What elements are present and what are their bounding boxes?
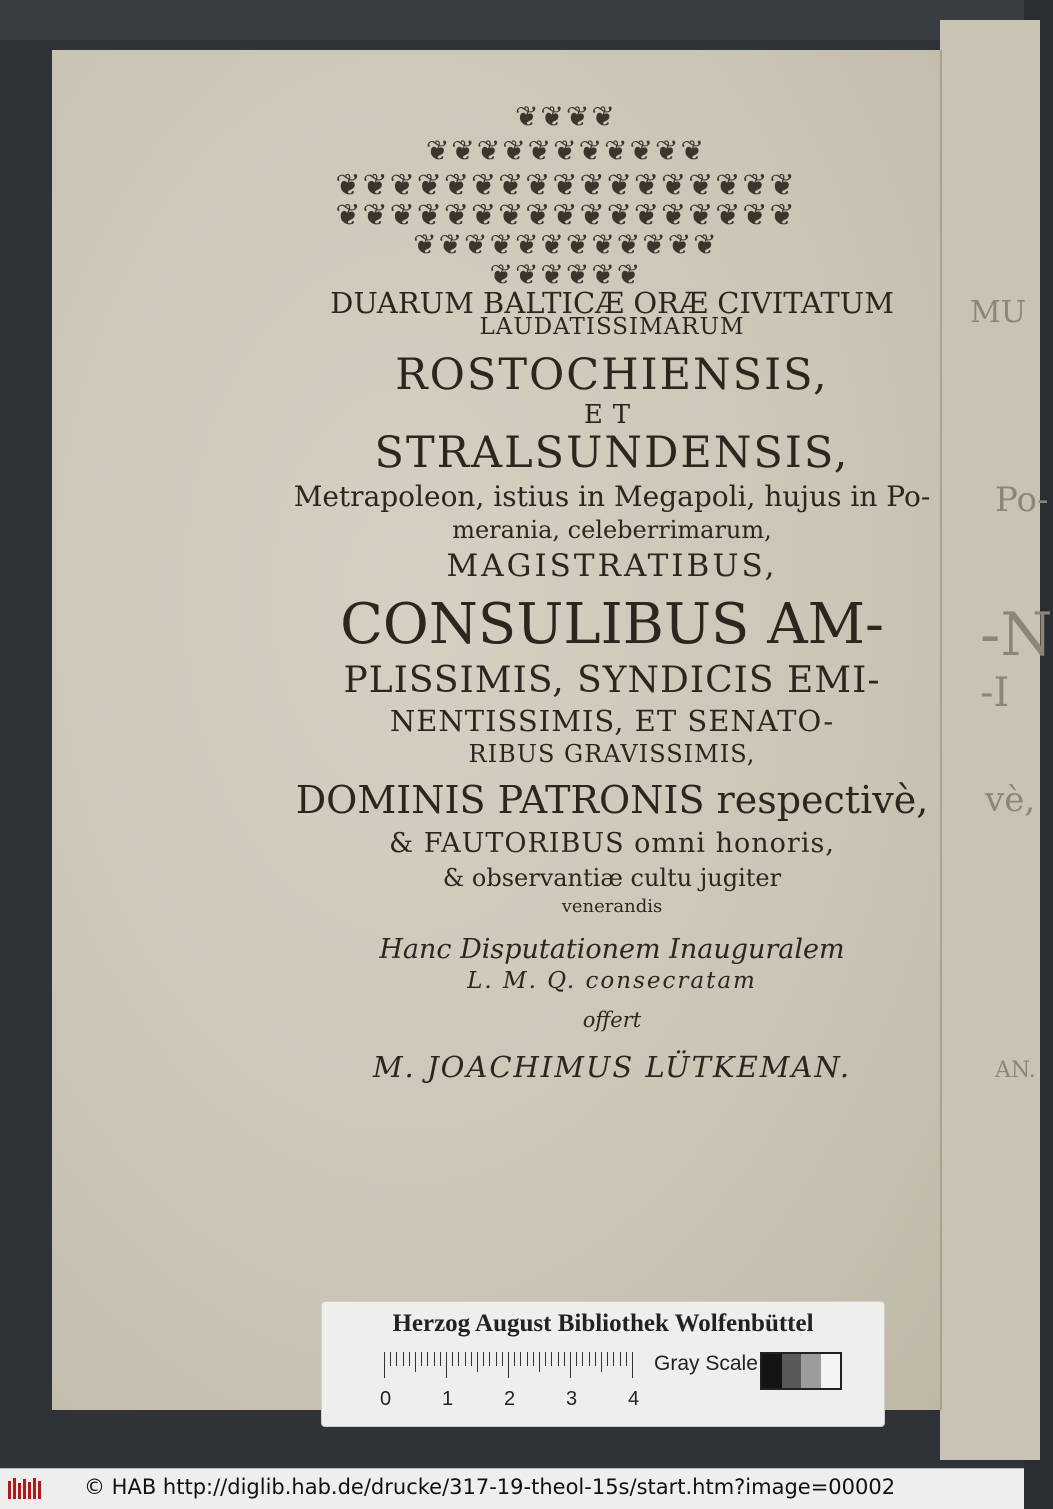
hab-logo-icon[interactable] (6, 1475, 46, 1503)
ruler-number: 2 (504, 1388, 516, 1410)
page-content (52, 50, 940, 1410)
body-line: merania, celeberrimarum, (452, 516, 772, 544)
ruler-tick (570, 1352, 571, 1378)
body-line: Hanc Disputationem Inauguralem (379, 934, 845, 965)
ruler-tick (446, 1352, 447, 1378)
title-line: RIBUS GRAVISSIMIS, (468, 740, 756, 768)
body-line: Metrapoleon, istius in Megapoli, hujus in Po- (293, 480, 931, 513)
ruler-tick (551, 1352, 552, 1366)
ruler-tick (558, 1352, 559, 1366)
scan-background (0, 0, 1024, 40)
gray-swatch (821, 1354, 841, 1388)
ruler-tick (626, 1352, 627, 1366)
ruler-tick (452, 1352, 453, 1366)
ruler-tick (613, 1352, 614, 1366)
ruler-tick (520, 1352, 521, 1366)
gray-swatch (762, 1354, 782, 1388)
author-line: M. JOACHIMUS LÜTKEMAN. (372, 1050, 852, 1084)
title-line: CONSULIBUS AM- (340, 592, 884, 657)
ruler-tick (601, 1352, 602, 1372)
ruler-tick (502, 1352, 503, 1366)
ruler-tick (620, 1352, 621, 1366)
ruler-number: 1 (442, 1388, 454, 1410)
ornament-row: ❦❦❦❦❦❦❦❦❦❦❦❦❦❦❦❦❦ (335, 198, 797, 233)
ghost-text: MU (970, 295, 1027, 330)
ghost-text: -N (980, 600, 1053, 670)
body-line: & observantiæ cultu jugiter (442, 864, 782, 892)
ruler-tick (508, 1352, 509, 1378)
ruler-tick (533, 1352, 534, 1366)
ornament-row: ❦❦❦❦ (515, 100, 617, 133)
ruler-tick (465, 1352, 466, 1366)
ruler-number: 0 (380, 1388, 392, 1410)
ruler-tick (632, 1352, 633, 1378)
ruler-tick (458, 1352, 459, 1366)
ruler-number: 4 (628, 1388, 640, 1410)
ruler-tick (390, 1352, 391, 1366)
ghost-text: Po- (995, 480, 1049, 520)
title-line: ROSTOCHIENSIS, (395, 350, 829, 400)
library-name: Herzog August Bibliothek Wolfenbüttel (392, 1310, 814, 1337)
ruler (384, 1352, 634, 1378)
gray-swatch (801, 1354, 821, 1388)
ruler-tick (403, 1352, 404, 1366)
ruler-tick (421, 1352, 422, 1366)
ruler-tick (582, 1352, 583, 1366)
gray-scale-swatches (760, 1352, 842, 1390)
title-line: STRALSUNDENSIS, (374, 428, 850, 478)
ornament-row: ❦❦❦❦❦❦❦❦❦❦❦ (425, 134, 707, 167)
ruler-tick (564, 1352, 565, 1366)
ghost-text: -I (980, 670, 1010, 716)
ghost-text: AN. (995, 1058, 1036, 1083)
ghost-text: vè, (985, 780, 1036, 820)
title-line: DUARUM BALTICÆ ORÆ CIVITATUM (330, 286, 894, 320)
ruler-tick (545, 1352, 546, 1366)
book-page (52, 50, 942, 1410)
ruler-tick (427, 1352, 428, 1366)
ornament-row: ❦❦❦❦❦❦❦❦❦❦❦❦ (413, 228, 719, 261)
ruler-tick (415, 1352, 416, 1372)
body-line: L. M. Q. consecratam (467, 968, 757, 994)
ruler-tick (483, 1352, 484, 1366)
ruler-tick (384, 1352, 385, 1378)
ruler-tick (576, 1352, 577, 1366)
title-line: PLISSIMIS, SYNDICIS EMI- (343, 660, 881, 701)
ornament-row: ❦❦❦❦❦❦❦❦❦❦❦❦❦❦❦❦❦ (335, 168, 797, 203)
viewer-footer (0, 1468, 1024, 1509)
title-line: MAGISTRATIBUS, (446, 548, 778, 584)
title-line: NENTISSIMIS, ET SENATO- (389, 704, 835, 738)
ruler-tick (595, 1352, 596, 1366)
ruler-tick (396, 1352, 397, 1366)
ruler-tick (471, 1352, 472, 1366)
ornament-row: ❦❦❦❦❦❦ (489, 258, 643, 291)
ruler-tick (496, 1352, 497, 1366)
ruler-tick (440, 1352, 441, 1366)
ruler-tick (409, 1352, 410, 1366)
title-line: DOMINIS PATRONIS respectivè, (295, 778, 929, 822)
ruler-tick (539, 1352, 540, 1372)
title-line: ET (583, 400, 641, 430)
gray-swatch (782, 1354, 802, 1388)
ruler-tick (527, 1352, 528, 1366)
ruler-tick (589, 1352, 590, 1366)
ruler-tick (514, 1352, 515, 1366)
title-line: LAUDATISSIMARUM (479, 314, 745, 340)
library-scan-label (322, 1302, 884, 1426)
ruler-tick (477, 1352, 478, 1372)
ruler-number: 3 (566, 1388, 578, 1410)
ruler-tick (434, 1352, 435, 1366)
copyright-url[interactable]: © HAB http://diglib.hab.de/drucke/317-19-theol-15s/start.htm?image=00002 (84, 1475, 896, 1499)
body-line: & FAUTORIBUS omni honoris, (389, 828, 835, 859)
ruler-tick (607, 1352, 608, 1366)
ruler-tick (489, 1352, 490, 1366)
body-line: offert (582, 1008, 642, 1032)
gray-scale-label: Gray Scale (654, 1352, 758, 1375)
body-line: venerandis (561, 896, 663, 917)
